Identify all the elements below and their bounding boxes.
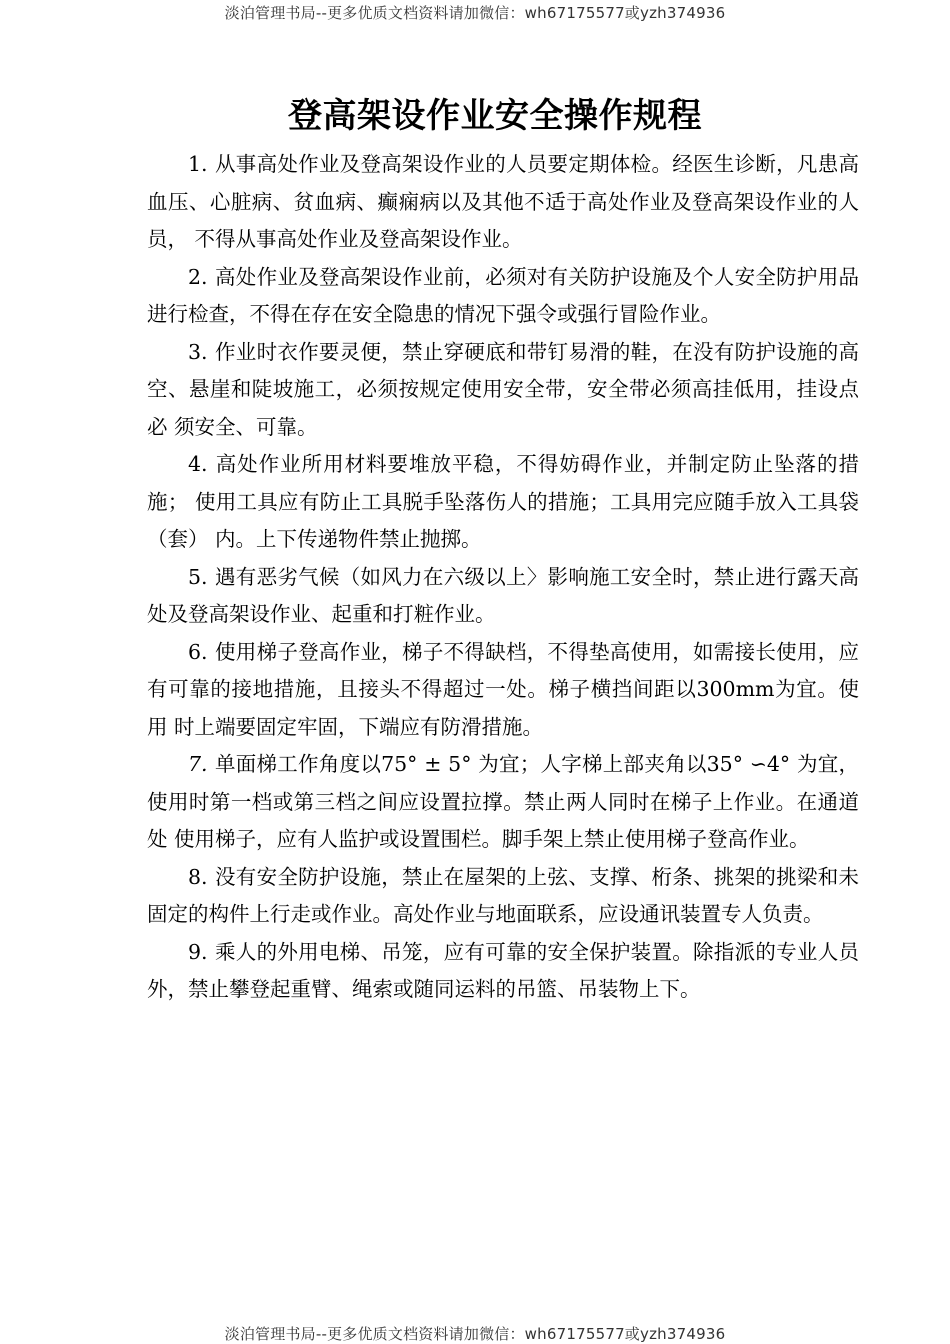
paragraph-1 [147,146,859,259]
paragraph-number: 2. [188,264,208,289]
paragraph-text: 作业时衣作要灵便，禁止穿硬底和带钉易滑的鞋，在没有防护设施的高 空、悬崖和陡坡施工，必须按规定使用安全带，安全带必须高挂低用，挂设点必 须安全、可靠。 [147,339,859,439]
paragraph-text: 高处作业及登高架设作业前，必须对有关防护设施及个人安全防护用品 进行检查，不得在存在安全隐患的情况下强令或强行冒险作业。 [147,264,859,326]
paragraph-6 [147,634,859,747]
paragraph-2 [147,259,859,334]
paragraph-3 [147,334,859,447]
paragraph-4 [147,446,859,559]
paragraph-number: 3. [188,339,208,364]
paragraph-text: 没有安全防护设施，禁止在屋架的上弦、支撑、桁条、挑架的挑梁和未 固定的构件上行走或作业。高处作业与地面联系，应设通讯装置专人负责。 [147,864,859,926]
document-body [147,146,859,1009]
paragraph-text: 从事高处作业及登高架设作业的人员要定期体检。经医生诊断，凡患高 血压、心脏病、贫血病、癫痫病以及其他不适于高处作业及登高架设作业的人员， 不得从事高处作业及登高架设作业。 [147,152,859,251]
paragraph-9 [147,934,859,1009]
paragraph-text: 使用梯子登高作业，梯子不得缺档，不得垫高使用，如需接长使用，应 有可靠的接地措施，且接头不得超过一处。梯子横挡间距以300mm为宜。使用 时上端要固定牢固，下端应有防滑措施。 [147,639,859,739]
paragraph-text: 乘人的外用电梯、吊笼，应有可靠的安全保护装置。除指派的专业人员 外，禁止攀登起重臂、绳索或随同运料的吊篮、吊装物上下。 [147,939,859,1001]
paragraph-text: 高处作业所用材料要堆放平稳，不得妨碍作业，并制定防止坠落的措施； 使用工具应有防止工具脱手坠落伤人的措施；工具用完应随手放入工具袋（套） 内。上下传递物件禁止抛掷。 [147,452,859,551]
paragraph-text: 遇有恶劣气候（如风力在六级以上〉影响施工安全时，禁止进行露天高 处及登高架设作业、起重和打粧作业。 [147,564,859,626]
paragraph-7 [147,746,859,859]
paragraph-5 [147,559,859,634]
paragraph-number: 6. [188,639,208,664]
paragraph-number: 5. [188,564,208,589]
paragraph-number: 4. [188,452,208,476]
paragraph-number: 7. [188,752,208,776]
paragraph-number: 9. [188,939,208,964]
paragraph-8 [147,859,859,934]
paragraph-number: 8. [188,864,208,889]
page-title: 登高架设作业安全操作规程 [288,96,702,136]
header-banner: 淡泊管理书局--更多优质文档资料请加微信：wh67175577或yzh374936 [224,4,726,22]
paragraph-text: 单面梯工作角度以75° ± 5° 为宜；人字梯上部夹角以35° ∽4° 为宜， 使用时第一档或第三档之间应设置拉撑。禁止两人同时在梯子上作业。在通道处 使用梯子，应有人监护或设置围栏。脚手架上禁止使用梯子登高作业。 [147,752,859,851]
footer-banner: 淡泊管理书局--更多优质文档资料请加微信：wh67175577或yzh374936 [224,1325,726,1343]
paragraph-number: 1. [188,152,208,176]
